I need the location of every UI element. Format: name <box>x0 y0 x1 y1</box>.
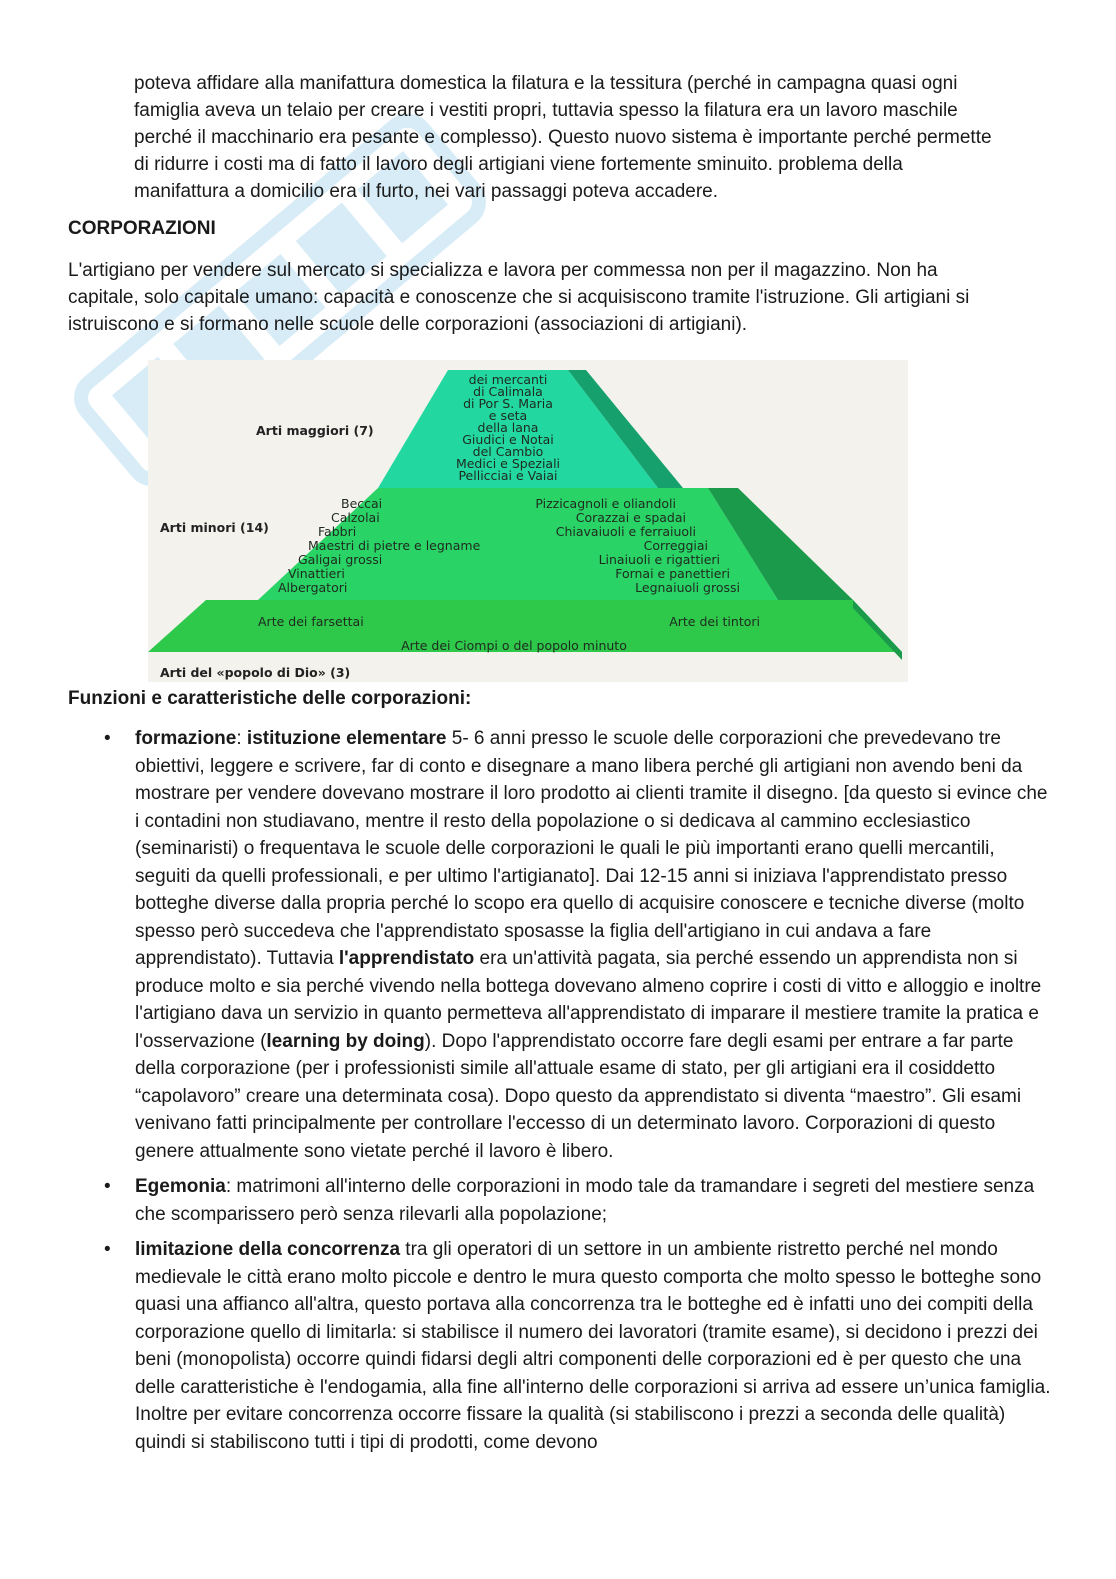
guild-name: Calzolai <box>331 510 380 525</box>
section-heading-corporazioni: CORPORAZIONI <box>68 218 216 239</box>
intro-line: poteva affidare alla manifattura domestica la filatura e la tessitura (perché in campagna quasi ogni <box>134 73 958 94</box>
guild-name: Arte dei tintori <box>669 614 760 629</box>
term-limitazione: limitazione della concorrenza <box>135 1239 401 1260</box>
guild-name: Legnaiuoli grossi <box>635 580 740 595</box>
guild-name: Correggiai <box>643 538 708 553</box>
guild-pyramid-figure <box>148 360 908 682</box>
guild-name: Corazzai e spadai <box>575 510 686 525</box>
term-istituzione: istituzione elementare <box>246 728 447 749</box>
guild-name: Arte dei farsettai <box>258 614 364 629</box>
guild-name: di Calimala <box>473 384 543 399</box>
guild-name: Arte dei Ciompi o del popolo minuto <box>401 638 627 653</box>
guild-name: Galigai grossi <box>298 552 383 567</box>
item-text: tra gli operatori di un settore in un ambiente ristretto perché nel mondo medievale le città erano molto piccole e dentro le mura questo comporta che molto spesso le botteghe sono quasi una affianco all'altra, questo portava alla concorrenza tra le botteghe ed è infatti uno dei compiti della corporazione quello di limitarla: si stabilisce il numero dei lavoratori (tramite esame), si decidono i prezzi dei beni (monopolista) occorre quindi fidarsi degli altri componenti delle corporazioni ed è per questo che una delle caratteristiche è l'endogamia, alla fine all'interno delle corporazioni si arriva ad essere un’unica famiglia. Inoltre per evitare concorrenza occorre fissare la qualità (si stabiliscono i prezzi a seconda delle qualità) quindi si stabiliscono tutti i tipi di prodotti, come devono <box>135 1239 1051 1453</box>
level-label-maggiori: Arti maggiori (7) <box>256 423 374 438</box>
guild-name: Maestri di pietre e legname <box>308 538 481 553</box>
term-separator: : <box>236 728 247 749</box>
guild-name: Linaiuoli e rigattieri <box>598 552 720 567</box>
term-apprendistato: l'apprendistato <box>338 948 475 969</box>
functions-list <box>104 725 1054 1464</box>
guild-name: Chiavaiuoli e ferraiuoli <box>555 524 696 539</box>
corporazioni-line: istruiscono e si formano nelle scuole delle corporazioni (associazioni di artigiani). <box>68 314 748 335</box>
term-formazione: formazione <box>135 728 237 749</box>
guild-name: del Cambio <box>472 444 544 459</box>
guild-name: Fornai e panettieri <box>615 566 730 581</box>
guild-name: Fabbri <box>318 524 357 539</box>
intro-line: perché il macchinario era pesante e complesso). Questo nuovo sistema è importante perché permette <box>134 127 992 148</box>
guild-name: di Por S. Maria <box>463 396 553 411</box>
guild-name: Medici e Speziali <box>455 456 561 471</box>
guild-name: Albergatori <box>278 580 348 595</box>
guild-name: Pellicciai e Vaiai <box>458 468 558 483</box>
item-text: ). Dopo l'apprendistato occorre fare degli esami per entrare a far parte della corporazione (per i professionisti simile all'attuale esame di stato, per gli artigiani era il cosiddetto “capolavoro” creare una determinata cosa). Dopo questo da apprendistato si diventa “maestro”. Gli esami venivano fatti principalmente per controllare l'eccesso di un determinato lavoro. Corporazioni di questo genere attualmente sono vietate perché il lavoro è libero. <box>135 1030 1022 1162</box>
corporazioni-line: L'artigiano per vendere sul mercato si specializza e lavora per commessa non per il magazzino. Non ha <box>68 260 938 281</box>
list-item-egemonia <box>104 1173 1054 1228</box>
bullet-icon: • <box>104 728 111 749</box>
intro-line: di ridurre i costi ma di fatto il lavoro degli artigiani viene fortemente sminuito. problema della <box>134 154 903 175</box>
guild-name: dei mercanti <box>468 372 548 387</box>
guild-name: della lana <box>477 420 539 435</box>
list-item-formazione <box>104 725 1054 1165</box>
item-text: era un'attività pagata, sia perché essendo un apprendista non si produce molto e sia perché vivendo nella bottega dovevano almeno coprire i costi di vitto e alloggio e inoltre l'artigiano dava un servizio in quanto permetteva all'apprendistato di imparare il mestiere tramite la pratica e l'osservazione ( <box>135 948 1042 1052</box>
term-learning-by-doing: learning by doing <box>266 1030 425 1052</box>
guild-name: Beccai <box>341 496 383 511</box>
corporazioni-line: capitale, solo capitale umano: capacità e conoscenze che si acquisiscono tramite l'istruzione. Gli artigiani si <box>68 287 970 308</box>
bullet-icon: • <box>104 1176 111 1197</box>
guild-name: e seta <box>488 408 528 423</box>
item-text: : matrimoni all'interno delle corporazioni in modo tale da tramandare i segreti del mestiere senza che scomparissero però senza rilevarli alla popolazione; <box>135 1176 1035 1225</box>
intro-line: manifattura a domicilio era il furto, nei vari passaggi poteva accadere. <box>134 181 719 202</box>
guild-name: Giudici e Notai <box>462 432 554 447</box>
guild-name: Pizzicagnoli e oliandoli <box>535 496 676 511</box>
guild-name: Vinattieri <box>288 566 345 581</box>
section-heading-funzioni: Funzioni e caratteristiche delle corporazioni: <box>68 688 472 709</box>
list-item-limitazione <box>104 1236 1054 1456</box>
intro-line: famiglia aveva un telaio per creare i vestiti propri, tuttavia spesso la filatura era un lavoro maschile <box>134 100 958 121</box>
level-label-popolo: Arti del «popolo di Dio» (3) <box>160 665 351 680</box>
bullet-icon: • <box>104 1239 111 1260</box>
item-text: 5- 6 anni presso le scuole delle corporazioni che prevedevano tre obiettivi, leggere e scrivere, far di conto e disegnare a mano libera perché gli artigiani non avendo beni da mostrare per vendere dovevano mostrare il loro prodotto ai clienti tramite il disegno. [da questo si evince che i contadini non studiavano, mentre il resto della popolazione o si dedicava al cammino ecclesiastico (seminaristi) o frequentava le scuole delle corporazioni le quali le più importanti erano quelli mercantili, seguiti da quelli professionali, e per ultimo l'artigianato]. Dai 12-15 anni si iniziava l'apprendistato presso botteghe diverse dalla propria perché lo scopo era quello di acquisire conoscere e tecniche diverse (molto spesso però succedeva che l'apprendistato sposasse la figlia dell'artigiano in cui andava a fare apprendistato). Tuttavia <box>135 728 1048 969</box>
level-label-minori: Arti minori (14) <box>160 520 269 535</box>
term-egemonia: Egemonia <box>135 1176 226 1197</box>
